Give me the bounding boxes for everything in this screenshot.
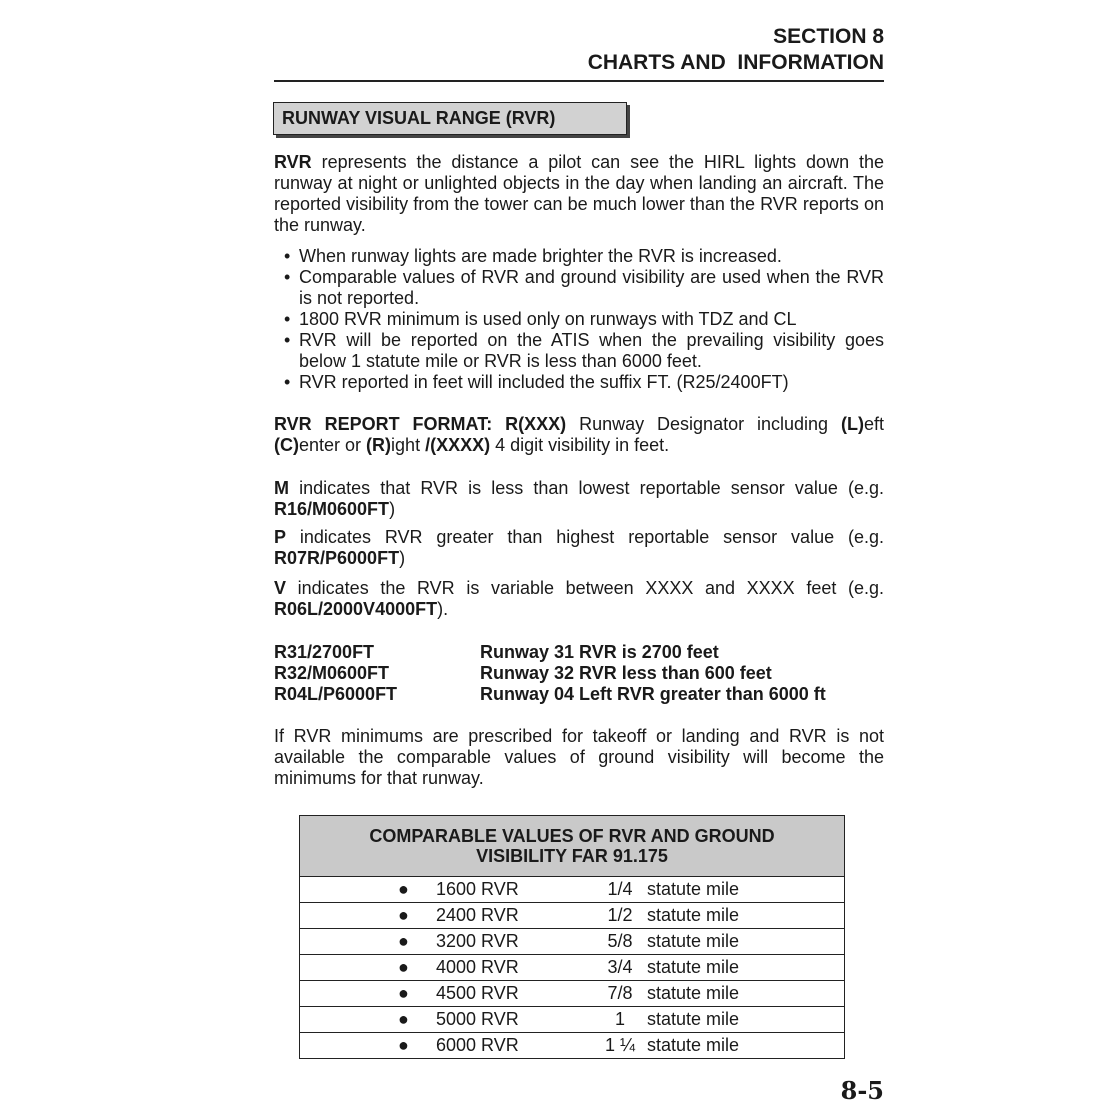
bullet-list-container (274, 246, 884, 393)
table-header-line: COMPARABLE VALUES OF RVR AND GROUND (369, 826, 775, 846)
visibility-unit: statute mile (647, 1035, 740, 1055)
example-code: R31/2700FT (274, 642, 375, 662)
header-divider (274, 80, 884, 82)
report-format-text: enter or (299, 435, 367, 455)
bullet-icon: ● (398, 905, 409, 925)
list-item: • RVR reported in feet will included the suffix FT. (R25/2400FT) (274, 372, 884, 393)
table-cell (300, 1033, 845, 1059)
visibility-value: 1/4 (607, 879, 633, 899)
table-cell (300, 981, 845, 1007)
example-description: Runway 31 RVR is 2700 feet (480, 642, 719, 662)
table-row (300, 981, 845, 1007)
rvr-value: 4000 RVR (436, 957, 519, 977)
bullet-icon: ● (398, 983, 409, 1003)
visibility-unit: statute mile (647, 957, 740, 977)
rvr-value: 5000 RVR (436, 1009, 519, 1029)
table-header-line: VISIBILITY FAR 91.175 (476, 846, 668, 866)
rvr-value: 4500 RVR (436, 983, 519, 1003)
visibility-value: 1/2 (607, 905, 633, 925)
left-designator: (L) (841, 414, 864, 434)
section-title: CHARTS AND INFORMATION (587, 51, 884, 74)
table-row (300, 1007, 845, 1033)
table-header (300, 816, 845, 877)
list-item: • When runway lights are made brighter the RVR is increased. (274, 246, 884, 267)
right-designator: (R) (366, 435, 392, 455)
table-cell (300, 903, 845, 929)
report-format-text: Runway Designator including (566, 414, 841, 434)
visibility-value: 3/4 (607, 957, 633, 977)
indicator-end: ) (389, 499, 396, 519)
indicator-example: R06L/2000V4000FT (274, 599, 438, 619)
indicator-key: M (274, 478, 289, 498)
bullet-icon: ● (398, 1035, 409, 1055)
intro-paragraph (274, 152, 884, 236)
rvr-value: 3200 RVR (436, 931, 519, 951)
visibility-value: 5/8 (607, 931, 633, 951)
example-description: Runway 04 Left RVR greater than 6000 ft (480, 684, 826, 704)
closing-paragraph: If RVR minimums are prescribed for takeoff or landing and RVR is not available the comparable values of ground visibility will become the minimums for that runway. (274, 726, 884, 788)
indicator-m-paragraph (274, 478, 889, 520)
bullet-icon: ● (398, 879, 409, 899)
report-format-paragraph (274, 414, 889, 456)
indicator-example: R07R/P6000FT (274, 548, 400, 568)
table-cell (300, 1007, 845, 1033)
indicator-end: ). (437, 599, 449, 619)
visibility-value: 1 ¼ (604, 1035, 636, 1055)
indicator-example: R16/M0600FT (274, 499, 390, 519)
indicator-text: indicates the RVR is variable between XXXX and XXXX feet (e.g. (286, 578, 889, 598)
table-cell (300, 877, 845, 903)
indicator-p-paragraph (274, 527, 889, 569)
rvr-value: 2400 RVR (436, 905, 519, 925)
bullet-list (274, 246, 884, 393)
table-cell (300, 929, 845, 955)
visibility-format: /(XXXX) (425, 435, 491, 455)
report-format-text: eft (863, 414, 889, 434)
example-code: R04L/P6000FT (274, 684, 398, 704)
intro-text: represents the distance a pilot can see the HIRL lights down the runway at night or unlighted objects in the day when landing an aircraft. The reported visibility from the tower can be much lower than the RVR reports on the runway. (274, 152, 884, 235)
rvr-value: 6000 RVR (436, 1035, 519, 1055)
indicator-end: ) (399, 548, 406, 568)
table-row (300, 903, 845, 929)
bullet-icon: ● (398, 957, 409, 977)
example-description: Runway 32 RVR less than 600 feet (480, 663, 772, 683)
topic-title: RUNWAY VISUAL RANGE (RVR) (273, 102, 627, 135)
report-format-label: RVR REPORT FORMAT: R(XXX) (274, 414, 567, 434)
indicator-text: indicates RVR greater than highest reportable sensor value (e.g. (286, 527, 889, 547)
table-cell (300, 955, 845, 981)
visibility-unit: statute mile (647, 1009, 740, 1029)
indicator-v-paragraph (274, 578, 889, 620)
bullet-icon: ● (398, 931, 409, 951)
table-row (300, 1033, 845, 1059)
table-row (300, 929, 845, 955)
visibility-unit: statute mile (647, 983, 740, 1003)
visibility-value: 7/8 (607, 983, 633, 1003)
table-row (300, 955, 845, 981)
list-item: • 1800 RVR minimum is used only on runways with TDZ and CL (274, 309, 884, 330)
section-header (274, 24, 884, 76)
table-row (300, 877, 845, 903)
example-code: R32/M0600FT (274, 663, 390, 683)
indicator-text: indicates that RVR is less than lowest reportable sensor value (e.g. (289, 478, 889, 498)
page-number: 8-5 (840, 1076, 884, 1105)
rvr-value: 1600 RVR (436, 879, 519, 899)
report-format-text: ight (391, 435, 426, 455)
report-format-text: 4 digit visibility in feet. (490, 435, 670, 455)
visibility-unit: statute mile (647, 879, 740, 899)
intro-term: RVR (274, 152, 312, 172)
visibility-unit: statute mile (647, 931, 740, 951)
list-item: • RVR will be reported on the ATIS when the prevailing visibility goes below 1 statute mile or RVR is less than 6000 feet. (274, 330, 884, 372)
bullet-icon: ● (398, 1009, 409, 1029)
indicator-key: P (274, 527, 287, 547)
section-number: SECTION 8 (773, 25, 884, 48)
visibility-unit: statute mile (647, 905, 740, 925)
visibility-value: 1 (614, 1009, 625, 1029)
list-item: • Comparable values of RVR and ground visibility are used when the RVR is not reported. (274, 267, 884, 309)
table-header-row (300, 816, 845, 877)
rvr-visibility-table (299, 815, 845, 1059)
indicator-key: V (274, 578, 287, 598)
center-designator: (C) (274, 435, 299, 455)
